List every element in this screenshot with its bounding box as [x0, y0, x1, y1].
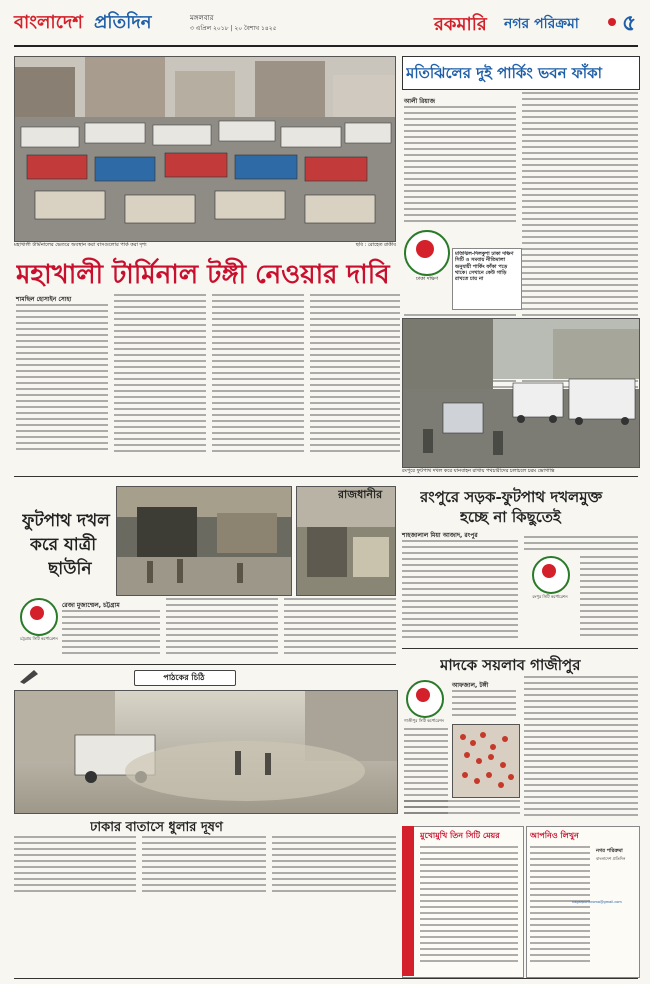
- masthead-rule: [14, 45, 638, 47]
- rangpur-headline-line2: হচ্ছে না কিছুতেই: [460, 508, 561, 526]
- dust-pollution-photo: [14, 690, 398, 814]
- footpath-body-col2: [166, 598, 278, 660]
- write-to-us-body: [530, 846, 590, 970]
- footer-rule: [14, 978, 638, 979]
- bus-terminal-photo: [14, 56, 396, 242]
- footpath-body-col1: [62, 610, 160, 660]
- mohakhali-body-col2: [114, 294, 206, 454]
- bus-photo-credit: ছবি : রোহেত রাকীব: [355, 242, 396, 248]
- footpath-shelter-illustration: [117, 487, 291, 595]
- revenue-headline-line1: রাজধানীর: [338, 488, 383, 501]
- bus-terminal-illustration: [15, 57, 395, 241]
- rangpur-body-col2b: [580, 556, 638, 642]
- parking-body-col1: [404, 106, 516, 224]
- rangpur-street-illustration: [403, 319, 639, 467]
- gazipur-seal: [406, 680, 444, 718]
- rangpur-street-photo: [402, 318, 640, 468]
- gazipur-seal-label: গাজীপুর সিটি কর্পোরেশন: [404, 718, 444, 723]
- seal-inner-icon: [416, 688, 430, 702]
- footpath-byline: রেজা মুজাম্মেল, চট্টগ্রাম: [62, 602, 120, 609]
- paper-name-part1: বাংলাদেশ: [14, 12, 83, 33]
- rangpur-seal-label: রংপুর সিটি কর্পোরেশন: [532, 594, 568, 599]
- dust-pollution-illustration: [15, 691, 397, 813]
- mayors-box-title: মুখোমুখি তিন সিটি মেয়র: [420, 830, 500, 840]
- letters-body-col3: [272, 836, 396, 896]
- letters-body-col1: [14, 836, 136, 896]
- contact-heading: নগর পরিক্রমা: [596, 848, 623, 854]
- footpath-headline-line2: করে যাত্রী: [30, 535, 97, 555]
- seal-inner-icon: [30, 606, 44, 620]
- rangpur-seal: [532, 556, 570, 594]
- masthead-day: মঙ্গলবার: [190, 14, 214, 22]
- rangpur-body-col2: [524, 536, 638, 552]
- gazipur-body-col2: [524, 676, 638, 820]
- gazipur-body-col1c: [404, 800, 520, 820]
- footpath-headline-line1: ফুটপাথ দখল: [22, 511, 110, 531]
- sponsor-logo: রকমারি: [434, 14, 487, 35]
- mohakhali-byline: শামছিল হোসাইন সোহা: [16, 296, 72, 303]
- rangpur-byline: শাহজালাল মিয়া আজাদ, রংপুর: [402, 532, 478, 539]
- rangpur-photo-caption: রংপুরে ফুটপাথ দখল করে যানবাহন রাখায় পথচারীদের চলাচলে চরম ভোগান্তি: [402, 468, 555, 474]
- contact-paper: বাংলাদেশ প্রতিদিন: [596, 856, 626, 861]
- chittagong-seal: [20, 598, 58, 636]
- seal-inner-icon: [416, 240, 434, 258]
- seized-drugs-photo: [452, 724, 520, 798]
- section-title: নগর পরিক্রমা: [504, 16, 579, 32]
- parking-pull-quote: মতিঝিল-দিলকুশা ঢাকা দক্ষিণ সিটি ও সমবায় নীতিমালা অনুযায়ী পার্কিং ফাঁকা পড়ে থাকে। সেখানে কেউ গাড়ি রাখতে চায় না: [455, 251, 514, 283]
- mohakhali-body-col4: [310, 294, 400, 454]
- paper-name-part2: প্রতিদিন: [94, 12, 152, 33]
- bus-photo-caption: মহাখালী টার্মিনালের ভেতরে অবস্থান করা বাসগুলোর পার্ক করা দৃশ্য: [14, 242, 147, 248]
- gazipur-rule: [402, 648, 638, 649]
- masthead-date: ৩ এপ্রিল ২০১৮ | ২০ বৈশাখ ১৪২৫: [190, 25, 277, 32]
- mayors-box-stripe: [402, 826, 414, 976]
- mohakhali-body-col1: [16, 304, 108, 454]
- letters-rule: [14, 664, 396, 665]
- mid-rule: [14, 476, 638, 477]
- masthead: [14, 6, 638, 44]
- gazipur-byline: আফজাল, টঙ্গী: [452, 682, 489, 689]
- parking-headline: মতিঝিলের দুই পার্কিং ভবন ফাঁকা: [406, 64, 602, 82]
- rangpur-headline-line1: রংপুরে সড়ক-ফুটপাথ দখলমুক্ত: [420, 488, 603, 506]
- footpath-body-col3: [284, 598, 396, 660]
- footpath-headline-line3: ছাউনি: [48, 559, 92, 579]
- letters-label: পাঠকের চিঠি: [163, 673, 205, 682]
- section-dot: [608, 18, 616, 26]
- chittagong-seal-label: চট্টগ্রাম সিটি কর্পোরেশন: [20, 636, 58, 641]
- letters-headline: ঢাকার বাতাসে ধুলার দূষণ: [90, 820, 223, 835]
- rangpur-body-col1: [402, 540, 518, 642]
- mayors-box-body: [420, 846, 518, 970]
- letters-pen-icon: [18, 668, 40, 684]
- page-number: ৫: [622, 11, 637, 36]
- parking-byline: আলী রিয়াজ: [404, 98, 435, 105]
- gazipur-body-col1: [452, 690, 516, 720]
- dhaka-south-seal: [404, 230, 450, 276]
- mohakhali-body-col3: [212, 294, 304, 454]
- seized-drugs-illustration: [453, 725, 519, 797]
- letters-body-col2: [142, 836, 266, 896]
- gazipur-headline: মাদকে সয়লাব গাজীপুর: [440, 656, 581, 674]
- contact-email-link[interactable]: nagarporikroma@gmail.com: [572, 900, 622, 904]
- footpath-shelter-photo: [116, 486, 292, 596]
- write-to-us-title: আপনিও লিখুন: [530, 830, 579, 840]
- mohakhali-headline: মহাখালী টার্মিনাল টঙ্গী নেওয়ার দাবি: [16, 260, 390, 290]
- seal-inner-icon: [542, 564, 556, 578]
- dhaka-south-seal-label: ঢাকা দক্ষিণ: [416, 276, 438, 282]
